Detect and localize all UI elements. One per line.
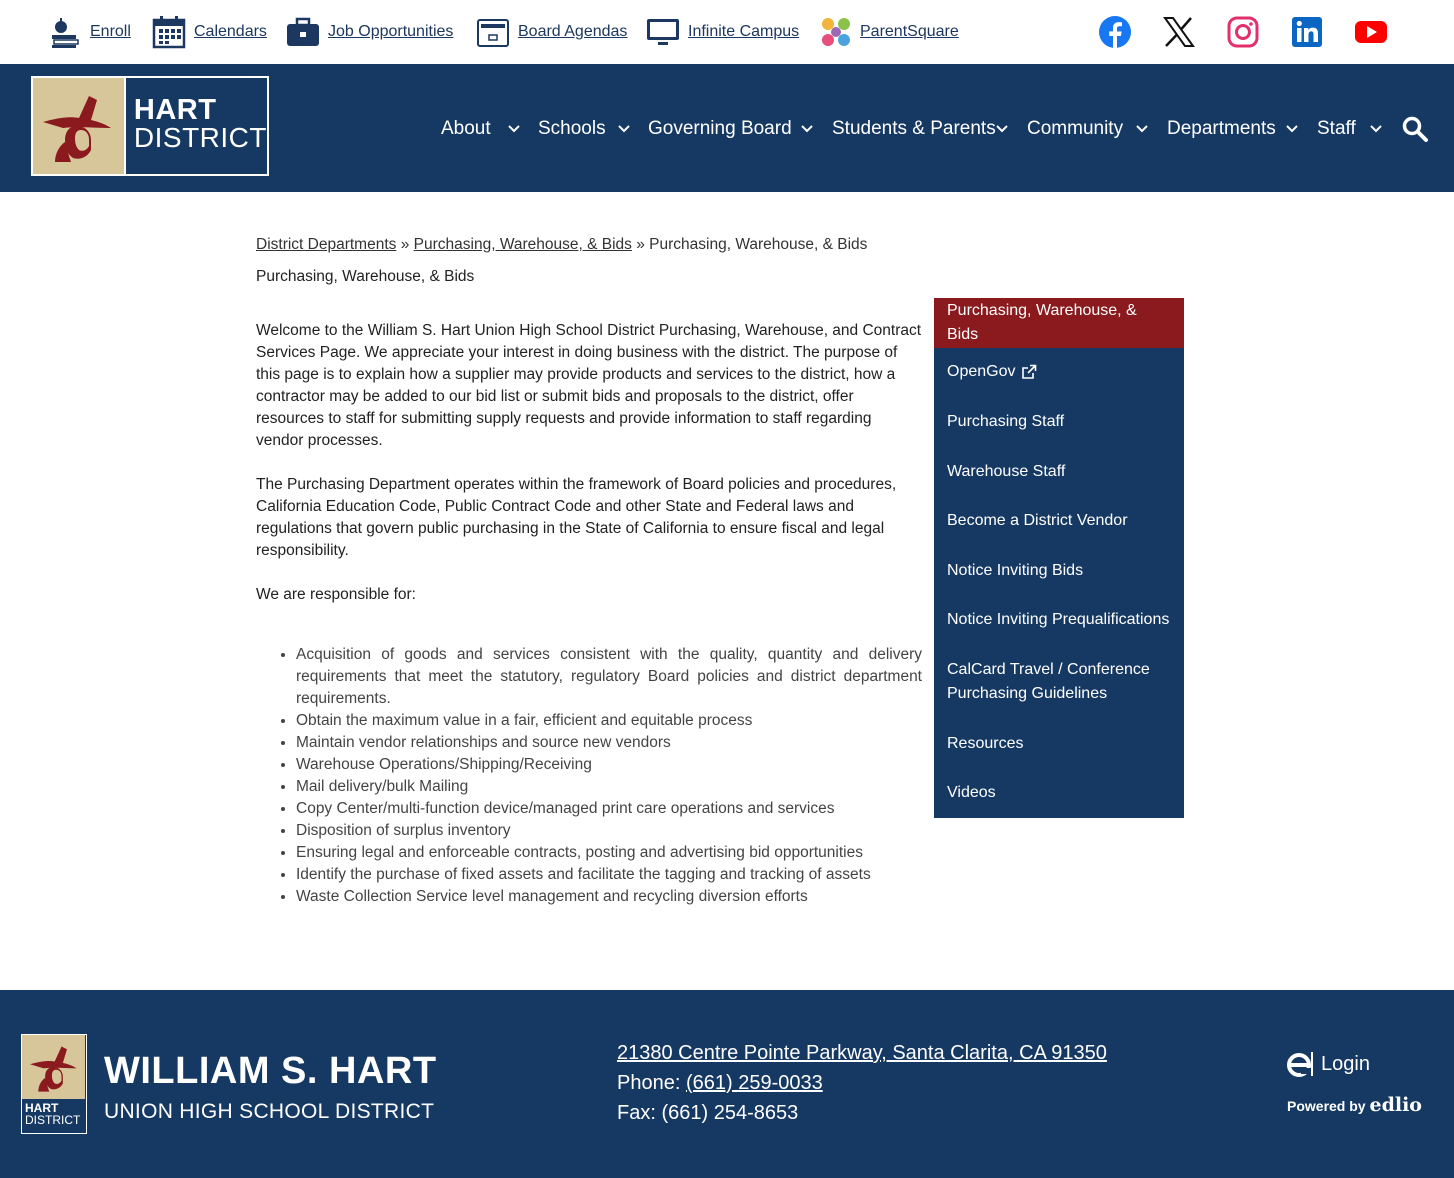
x-link[interactable] bbox=[1161, 14, 1197, 50]
footer-district-subtitle: UNION HIGH SCHOOL DISTRICT bbox=[104, 1100, 435, 1123]
chevron-down-icon[interactable] bbox=[1369, 122, 1383, 136]
list-item: • Mail delivery/bulk Mailing bbox=[296, 776, 922, 798]
instagram-link[interactable] bbox=[1225, 14, 1261, 50]
nav-departments[interactable]: Departments bbox=[1167, 118, 1276, 139]
nav-staff[interactable]: Staff bbox=[1317, 118, 1356, 139]
hart-mascot-logo-icon bbox=[22, 1035, 85, 1099]
edlio-logo-icon bbox=[1287, 1050, 1315, 1078]
sidenav-item-resources[interactable]: Resources bbox=[947, 735, 1024, 752]
youtube-link[interactable] bbox=[1353, 14, 1389, 50]
parentsquare-icon bbox=[820, 16, 852, 48]
list-item: • Warehouse Operations/Shipping/Receiving bbox=[296, 754, 922, 776]
sidenav-item-videos[interactable]: Videos bbox=[947, 784, 996, 801]
breadcrumb-purchasing[interactable]: Purchasing, Warehouse, & Bids bbox=[413, 236, 632, 253]
site-header bbox=[0, 64, 1454, 192]
footer-address-link[interactable]: 21380 Centre Pointe Parkway, Santa Clarita, CA 91350 bbox=[617, 1042, 1107, 1064]
nav-students-parents[interactable]: Students & Parents bbox=[832, 118, 996, 139]
nav-community[interactable]: Community bbox=[1027, 118, 1124, 139]
job-opportunities-link[interactable] bbox=[286, 14, 453, 50]
district-logo[interactable] bbox=[31, 76, 269, 176]
nav-schools[interactable]: Schools bbox=[538, 118, 606, 139]
main-content bbox=[256, 320, 922, 628]
sidenav-item-purchasing-warehouse-bids[interactable]: Purchasing, Warehouse, & Bids bbox=[934, 298, 1184, 348]
sidenav-item-warehouse-staff[interactable]: Warehouse Staff bbox=[947, 463, 1066, 480]
parentsquare-label: ParentSquare bbox=[860, 23, 959, 40]
footer-phone bbox=[617, 1072, 823, 1095]
list-item: • Copy Center/multi-function device/managed print care operations and services bbox=[296, 798, 922, 820]
calendars-link[interactable] bbox=[152, 14, 267, 50]
list-item: • Acquisition of goods and services consistent with the quality, quantity and delivery requirements that meet the statutory, regulatory Board policies and district department requirements. bbox=[296, 644, 922, 710]
sidenav-item-opengov[interactable] bbox=[934, 360, 1184, 384]
enroll-link[interactable] bbox=[48, 14, 131, 50]
list-item: • Ensuring legal and enforceable contracts, posting and advertising bid opportunities bbox=[296, 842, 922, 864]
sidenav-item-purchasing-staff[interactable]: Purchasing Staff bbox=[947, 413, 1065, 430]
footer-logo-line1: HART bbox=[25, 1101, 59, 1115]
nav-about[interactable]: About bbox=[441, 118, 491, 139]
edlio-brand: edlio bbox=[1369, 1094, 1422, 1116]
responsibilities-list bbox=[256, 644, 922, 908]
footer-logo-line2: DISTRICT bbox=[25, 1113, 81, 1127]
search-icon bbox=[1402, 116, 1428, 142]
chevron-down-icon[interactable] bbox=[800, 122, 814, 136]
list-item: • Maintain vendor relationships and source new vendors bbox=[296, 732, 922, 754]
footer-logo[interactable] bbox=[21, 1034, 87, 1134]
enroll-icon bbox=[48, 15, 82, 49]
sidenav-item-label: OpenGov bbox=[947, 363, 1016, 380]
breadcrumb-current: Purchasing, Warehouse, & Bids bbox=[649, 236, 868, 253]
infinite-campus-label: Infinite Campus bbox=[688, 23, 800, 40]
sidenav-item-become-vendor[interactable]: Become a District Vendor bbox=[947, 512, 1128, 529]
search-button[interactable] bbox=[1402, 116, 1428, 142]
external-link-icon bbox=[1021, 364, 1037, 380]
footer-fax: Fax: (661) 254-8653 bbox=[617, 1102, 799, 1124]
footer-district-name: WILLIAM S. HART bbox=[104, 1050, 437, 1092]
folder-icon bbox=[476, 15, 510, 49]
job-opportunities-label: Job Opportunities bbox=[328, 23, 454, 40]
intro-paragraph: Welcome to the William S. Hart Union High School District Purchasing, Warehouse, and Contract Services Page. We appreciate your interest in doing business with the district. The purpose of this page is to explain how a supplier may provide products and services to the district, how a contractor may be added to our bid list or submit bids and proposals to the district, offer resources to staff for submitting supply requests and provide information to staff regarding vendor processes. bbox=[256, 322, 922, 449]
nav-governing-board[interactable]: Governing Board bbox=[648, 118, 792, 139]
facebook-icon bbox=[1098, 15, 1132, 49]
chevron-down-icon[interactable] bbox=[617, 122, 631, 136]
section-sidenav bbox=[934, 298, 1184, 818]
powered-by-label: Powered by bbox=[1287, 1098, 1366, 1114]
parentsquare-link[interactable] bbox=[820, 14, 959, 50]
youtube-icon bbox=[1354, 15, 1388, 49]
sidenav-item-notice-prequalifications[interactable]: Notice Inviting Prequalifications bbox=[947, 611, 1170, 628]
chevron-down-icon[interactable] bbox=[1285, 122, 1299, 136]
phone-link[interactable]: (661) 259-0033 bbox=[685, 1072, 823, 1094]
linkedin-icon bbox=[1291, 16, 1323, 48]
logo-line1: HART bbox=[133, 94, 217, 126]
powered-by-edlio[interactable] bbox=[1287, 1094, 1422, 1116]
calendar-icon bbox=[152, 15, 186, 49]
framework-paragraph: The Purchasing Department operates within the framework of Board policies and procedures, California Education Code, Public Contract Code and other State and Federal laws and regulations that govern public purchasing in the State of California to ensure fiscal and legal responsibility. bbox=[256, 476, 897, 559]
breadcrumb-separator: » bbox=[636, 236, 645, 253]
breadcrumb-district-departments[interactable]: District Departments bbox=[256, 236, 397, 253]
monitor-icon bbox=[646, 15, 680, 49]
infinite-campus-link[interactable] bbox=[646, 14, 799, 50]
chevron-down-icon[interactable] bbox=[995, 122, 1009, 136]
x-icon bbox=[1163, 16, 1195, 48]
linkedin-link[interactable] bbox=[1289, 14, 1325, 50]
phone-label: Phone: bbox=[617, 1072, 681, 1094]
board-agendas-label: Board Agendas bbox=[518, 23, 628, 40]
breadcrumb-separator: » bbox=[400, 236, 410, 253]
responsible-heading: We are responsible for: bbox=[256, 586, 416, 603]
calendars-label: Calendars bbox=[194, 23, 267, 40]
breadcrumb bbox=[256, 236, 867, 254]
facebook-link[interactable] bbox=[1097, 14, 1133, 50]
enroll-label: Enroll bbox=[90, 23, 131, 40]
list-item: • Identify the purchase of fixed assets and facilitate the tagging and tracking of assets bbox=[296, 864, 922, 886]
board-agendas-link[interactable] bbox=[476, 14, 627, 50]
chevron-down-icon[interactable] bbox=[507, 122, 521, 136]
chevron-down-icon[interactable] bbox=[1135, 122, 1149, 136]
list-item: • Obtain the maximum value in a fair, efficient and equitable process bbox=[296, 710, 922, 732]
utility-bar bbox=[0, 0, 1454, 64]
site-footer bbox=[0, 990, 1454, 1178]
list-item: • Disposition of surplus inventory bbox=[296, 820, 922, 842]
sidenav-item-notice-inviting-bids[interactable]: Notice Inviting Bids bbox=[947, 562, 1084, 579]
briefcase-icon bbox=[286, 15, 320, 49]
instagram-icon bbox=[1227, 16, 1259, 48]
logo-line2: DISTRICT bbox=[133, 122, 267, 153]
page-title: Purchasing, Warehouse, & Bids bbox=[256, 268, 475, 285]
sidenav-item-calcard-travel[interactable]: CalCard Travel / Conference Purchasing Guidelines bbox=[947, 661, 1150, 702]
hart-mascot-logo-icon bbox=[33, 78, 124, 174]
login-button[interactable] bbox=[1287, 1050, 1370, 1078]
login-label: Login bbox=[1321, 1052, 1370, 1075]
list-item: • Waste Collection Service level management and recycling diversion efforts bbox=[296, 886, 922, 908]
